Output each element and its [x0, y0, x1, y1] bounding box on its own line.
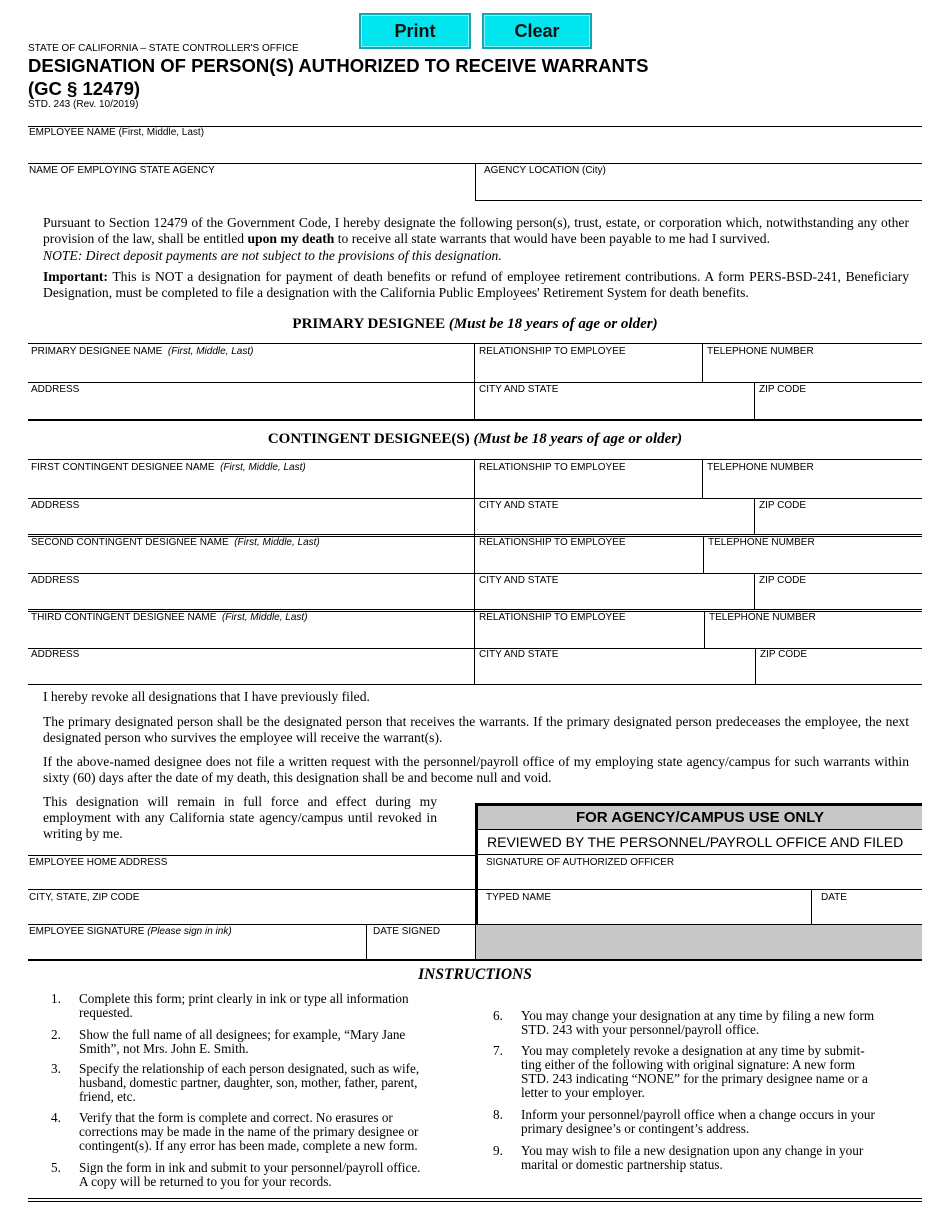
first-contingent-zip-input[interactable]	[759, 515, 921, 535]
instruction-text	[521, 1044, 901, 1100]
divider	[28, 889, 475, 890]
primary-telephone-label: TELEPHONE NUMBER	[707, 346, 814, 357]
instruction-text	[79, 992, 459, 1020]
date-signed-label: DATE SIGNED	[373, 926, 441, 937]
primary-zip-label: ZIP CODE	[759, 384, 807, 395]
instruction-text	[79, 1028, 459, 1056]
instruction-line: letter to your employer.	[521, 1085, 645, 1100]
divider	[28, 459, 922, 460]
divider	[475, 854, 922, 855]
agency-location-label: AGENCY LOCATION (City)	[484, 165, 606, 176]
agency-name-input[interactable]	[30, 180, 474, 200]
third-contingent-zip-input[interactable]	[760, 664, 921, 684]
divider	[28, 855, 475, 856]
divider	[28, 573, 922, 574]
agency-shaded-area	[476, 924, 922, 961]
employee-name-label: EMPLOYEE NAME (First, Middle, Last)	[29, 127, 205, 138]
second-contingent-name-input[interactable]	[31, 552, 473, 572]
primary-city-state-label: CITY AND STATE	[479, 384, 559, 395]
employee-signature-label: EMPLOYEE SIGNATURE (Please sign in ink)	[29, 926, 232, 937]
instruction-number: 3.	[51, 1061, 61, 1076]
instruction-line: primary designee’s or contingent’s address.	[521, 1121, 750, 1136]
office-name: STATE OF CALIFORNIA – STATE CONTROLLER'S OFFICE	[28, 43, 299, 54]
primary-telephone-input[interactable]	[707, 362, 921, 382]
instruction-number: 7.	[493, 1043, 503, 1058]
instruction-text	[521, 1144, 901, 1172]
revoke-statement: I hereby revoke all designations that I have previously filed.	[43, 689, 370, 704]
instructions-title: INSTRUCTIONS	[418, 966, 532, 983]
contingent-designee-heading: CONTINGENT DESIGNEE(S) (Must be 18 years of age or older)	[267, 431, 683, 447]
instruction-number: 6.	[493, 1008, 503, 1023]
third-contingent-relationship-label: RELATIONSHIP TO EMPLOYEE	[479, 612, 626, 623]
instruction-line: STD. 243 with your personnel/payroll office.	[521, 1022, 760, 1037]
primary-zip-input[interactable]	[759, 399, 921, 419]
instruction-text	[521, 1009, 901, 1037]
instruction-number: 5.	[51, 1160, 61, 1175]
officer-signature-field[interactable]	[486, 872, 916, 888]
divider	[475, 829, 922, 830]
divider	[28, 1198, 922, 1202]
employee-name-input[interactable]	[30, 142, 914, 162]
direct-deposit-note: NOTE: Direct deposit payments are not subject to the provisions of this designation.	[43, 248, 502, 263]
print-button[interactable]: Print	[359, 13, 471, 49]
instruction-line: husband, domestic partner, daughter, son, mother, father, parent,	[79, 1075, 418, 1090]
instruction-line: Specify the relationship of each person designated, such as wife,	[79, 1061, 420, 1076]
instruction-line: ting either of the following with original signature: A new form	[521, 1057, 856, 1072]
divider	[755, 648, 756, 684]
divider	[475, 200, 922, 201]
clear-button[interactable]: Clear	[482, 13, 592, 49]
primary-address-label: ADDRESS	[31, 384, 80, 395]
second-contingent-zip-input[interactable]	[759, 590, 921, 610]
second-contingent-city-state-label: CITY AND STATE	[479, 575, 559, 586]
divider	[754, 573, 755, 609]
first-contingent-name-input[interactable]	[31, 477, 473, 497]
divider	[366, 924, 367, 960]
designation-paragraph: Pursuant to Section 12479 of the Government Code, I hereby designate the following person(s), trust, estate, or corporation which, notwithstanding any other provision of the law, shall be entitled upon my death to receive all state warrants that would have been payable to me had I survived.	[43, 215, 909, 246]
instruction-line: requested.	[79, 1005, 133, 1020]
primary-address-input[interactable]	[31, 399, 473, 419]
first-contingent-name-label: FIRST CONTINGENT DESIGNEE NAME (First, Middle, Last)	[31, 462, 306, 473]
instruction-line: Inform your personnel/payroll office when a change occurs in your	[521, 1107, 875, 1122]
second-contingent-address-input[interactable]	[31, 590, 473, 610]
divider	[704, 611, 705, 648]
primary-relationship-input[interactable]	[479, 362, 701, 382]
instruction-line: A copy will be returned to you for your records.	[79, 1174, 332, 1189]
divider	[28, 924, 475, 925]
second-contingent-address-label: ADDRESS	[31, 575, 80, 586]
reviewed-statement: REVIEWED BY THE PERSONNEL/PAYROLL OFFICE AND FILED	[487, 834, 904, 850]
primary-designee-heading: PRIMARY DESIGNEE (Must be 18 years of age or older)	[292, 316, 658, 332]
first-contingent-zip-label: ZIP CODE	[759, 500, 807, 511]
divider	[28, 382, 922, 383]
instruction-line: Complete this form; print clearly in ink or type all information	[79, 991, 409, 1006]
instruction-text	[521, 1108, 901, 1136]
instruction-line: Verify that the form is complete and correct. No erasures or	[79, 1110, 393, 1125]
null-void-statement: If the above-named designee does not file a written request with the personnel/payroll office of my employing state agency/campus for such warrants within sixty (60) days after the date of my death, this designation shall be and become null and void.	[43, 754, 909, 785]
date-signed-input[interactable]	[373, 941, 475, 961]
third-contingent-telephone-label: TELEPHONE NUMBER	[709, 612, 816, 623]
form-title: DESIGNATION OF PERSON(S) AUTHORIZED TO RECEIVE WARRANTS	[28, 55, 649, 76]
instruction-line: contingent(s). If any error has been made, complete a new form.	[79, 1138, 418, 1153]
third-contingent-name-label: THIRD CONTINGENT DESIGNEE NAME (First, Middle, Last)	[31, 612, 308, 623]
instruction-text	[79, 1062, 459, 1104]
second-contingent-relationship-input[interactable]	[479, 552, 701, 572]
third-contingent-relationship-input[interactable]	[479, 627, 701, 647]
second-contingent-relationship-label: RELATIONSHIP TO EMPLOYEE	[479, 537, 626, 548]
typed-name-input[interactable]	[486, 906, 808, 926]
employee-signature-field[interactable]	[30, 941, 360, 959]
first-contingent-telephone-label: TELEPHONE NUMBER	[707, 462, 814, 473]
second-contingent-name-label: SECOND CONTINGENT DESIGNEE NAME (First, Middle, Last)	[31, 537, 320, 548]
instruction-line: marital or domestic partnership status.	[521, 1157, 723, 1172]
divider	[474, 343, 475, 419]
divider	[754, 498, 755, 534]
third-contingent-address-input[interactable]	[31, 664, 473, 684]
primary-city-state-input[interactable]	[479, 399, 753, 419]
instruction-line: corrections may be made in the name of the primary designee or	[79, 1124, 419, 1139]
instruction-number: 9.	[493, 1143, 503, 1158]
divider	[702, 343, 703, 382]
instruction-line: friend, etc.	[79, 1089, 136, 1104]
instruction-line: You may change your designation at any time by filing a new form	[521, 1008, 875, 1023]
instruction-line: Smith”, not Mrs. John E. Smith.	[79, 1041, 249, 1056]
instruction-number: 1.	[51, 991, 61, 1006]
primary-name-label: PRIMARY DESIGNEE NAME (First, Middle, Last)	[31, 346, 254, 357]
agency-location-input[interactable]	[484, 180, 918, 200]
instruction-text	[79, 1111, 459, 1153]
instruction-line: STD. 243 indicating “NONE” for the primary designee name or a	[521, 1071, 868, 1086]
divider	[754, 382, 755, 419]
divider	[811, 889, 812, 924]
instruction-number: 4.	[51, 1110, 61, 1125]
third-contingent-city-state-label: CITY AND STATE	[479, 649, 559, 660]
agency-use-title: FOR AGENCY/CAMPUS USE ONLY	[475, 803, 922, 829]
instruction-number: 8.	[493, 1107, 503, 1122]
important-paragraph: Important: This is NOT a designation for payment of death benefits or refund of employee retirement contributions. A form PERS-BSD-241, Beneficiary Designation, must be completed to file a designation with the California Public Employees' Retirement System for death benefits.	[43, 269, 909, 300]
form-title-code: (GC § 12479)	[28, 78, 141, 99]
agency-date-label: DATE	[821, 892, 847, 903]
divider	[28, 419, 922, 422]
first-contingent-telephone-input[interactable]	[707, 477, 921, 497]
full-force-statement: This designation will remain in full force and effect during my employment with any California state agency/campus until revoked in writing by me.	[43, 794, 437, 841]
second-contingent-telephone-input[interactable]	[708, 552, 922, 572]
divider	[28, 959, 922, 961]
first-contingent-relationship-label: RELATIONSHIP TO EMPLOYEE	[479, 462, 626, 473]
divider	[703, 536, 704, 573]
second-contingent-telephone-label: TELEPHONE NUMBER	[708, 537, 815, 548]
divider	[475, 163, 476, 200]
third-contingent-zip-label: ZIP CODE	[760, 649, 808, 660]
third-contingent-name-input[interactable]	[31, 627, 473, 647]
instruction-number: 2.	[51, 1027, 61, 1042]
instruction-line: You may completely revoke a designation at any time by submit-	[521, 1043, 865, 1058]
divider	[474, 459, 475, 684]
second-contingent-city-state-input[interactable]	[479, 590, 753, 610]
divider	[28, 684, 922, 685]
primary-relationship-label: RELATIONSHIP TO EMPLOYEE	[479, 346, 626, 357]
officer-signature-label: SIGNATURE OF AUTHORIZED OFFICER	[486, 857, 675, 868]
instruction-line: Sign the form in ink and submit to your personnel/payroll office.	[79, 1160, 421, 1175]
third-contingent-address-label: ADDRESS	[31, 649, 80, 660]
agency-date-input[interactable]	[821, 906, 921, 926]
third-contingent-telephone-input[interactable]	[709, 627, 921, 647]
city-state-zip-label: CITY, STATE, ZIP CODE	[29, 892, 140, 903]
third-contingent-city-state-input[interactable]	[479, 664, 753, 684]
primary-designee-statement: The primary designated person shall be the designated person that receives the warrants. If the primary designated person predeceases the employee, the next designated person who survives the employee will receive the warrant(s).	[43, 714, 909, 745]
second-contingent-zip-label: ZIP CODE	[759, 575, 807, 586]
city-state-zip-input[interactable]	[30, 906, 474, 926]
divider	[702, 459, 703, 498]
instruction-line: Show the full name of all designees; for example, “Mary Jane	[79, 1027, 406, 1042]
typed-name-label: TYPED NAME	[486, 892, 552, 903]
instruction-line: You may wish to file a new designation upon any change in your	[521, 1143, 864, 1158]
first-contingent-address-label: ADDRESS	[31, 500, 80, 511]
first-contingent-address-input[interactable]	[31, 515, 473, 535]
home-address-label: EMPLOYEE HOME ADDRESS	[29, 857, 168, 868]
instruction-text	[79, 1161, 459, 1189]
divider	[28, 343, 922, 344]
primary-name-input[interactable]	[31, 362, 473, 382]
divider	[475, 889, 922, 890]
form-number: STD. 243 (Rev. 10/2019)	[28, 99, 139, 110]
first-contingent-relationship-input[interactable]	[479, 477, 701, 497]
agency-name-label: NAME OF EMPLOYING STATE AGENCY	[29, 165, 215, 176]
first-contingent-city-state-input[interactable]	[479, 515, 753, 535]
divider	[28, 498, 922, 499]
first-contingent-city-state-label: CITY AND STATE	[479, 500, 559, 511]
